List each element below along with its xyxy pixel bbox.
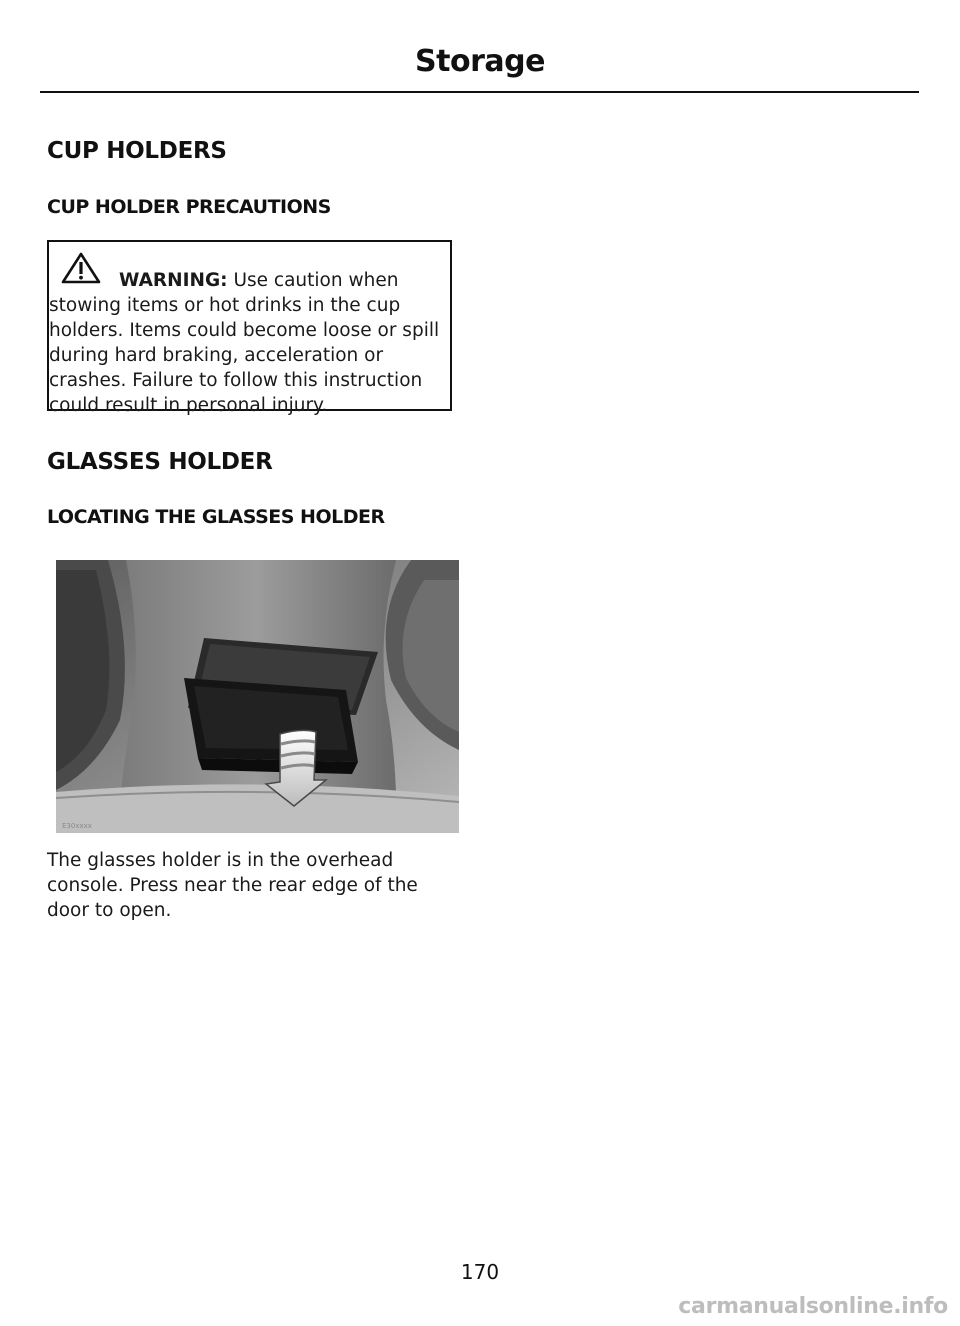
- image-code: E30xxxx: [62, 822, 92, 830]
- section-title-cup-holders: CUP HOLDERS: [47, 138, 227, 164]
- subsection-title-cup-holder-precautions: CUP HOLDER PRECAUTIONS: [47, 196, 331, 218]
- subsection-title-locating-glasses-holder: LOCATING THE GLASSES HOLDER: [47, 506, 385, 528]
- glasses-holder-illustration: [56, 560, 459, 833]
- warning-message: [49, 268, 452, 418]
- warning-text: Use caution when stowing items or hot drinks in the cup holders. Items could become loose or spill during hard braking, acceleration or crashes. Failure to follow this instruction could result in personal injury.: [49, 270, 440, 416]
- header-divider: [40, 91, 919, 93]
- watermark-text: carmanualsonline.info: [678, 1294, 948, 1319]
- page-header-title: Storage: [415, 44, 545, 79]
- page-number: 170: [460, 1260, 500, 1284]
- warning-box: [47, 240, 452, 416]
- overhead-console-image: [56, 560, 459, 833]
- glasses-holder-description: The glasses holder is in the overhead console. Press near the rear edge of the door to open.: [47, 850, 418, 921]
- warning-label: WARNING:: [119, 270, 228, 291]
- section-title-glasses-holder: GLASSES HOLDER: [47, 449, 273, 475]
